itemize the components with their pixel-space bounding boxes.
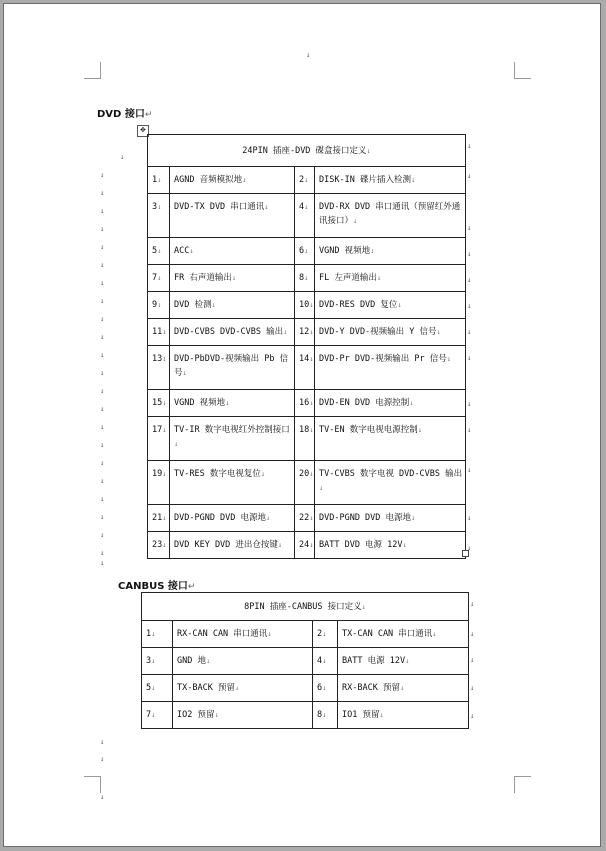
pin-description: DISK-IN 碟片插入检测: [319, 175, 411, 185]
pin-number-cell[interactable]: 5↓: [142, 675, 173, 702]
table-move-handle-icon[interactable]: ✥: [137, 125, 149, 137]
pin-number: 23: [152, 540, 163, 550]
pin-number-cell[interactable]: 20↓: [295, 461, 315, 505]
pin-number: 9: [152, 300, 158, 310]
paragraph-mark: ↓: [100, 369, 105, 377]
table-row: [148, 461, 466, 505]
row-end-mark: ↓: [467, 172, 472, 180]
row-end-mark: ↓: [467, 328, 472, 336]
pin-number-cell[interactable]: 19↓: [148, 461, 170, 505]
row-end-mark: ↓: [467, 466, 472, 474]
pin-number-cell[interactable]: 18↓: [295, 417, 315, 461]
row-end-mark: ↓: [470, 600, 475, 608]
table-row: [142, 702, 469, 729]
paragraph-mark: ↓: [100, 279, 105, 287]
margin-corner-bottom-left: [84, 776, 101, 793]
canbus-heading: [118, 577, 195, 592]
paragraph-mark: ↓: [100, 793, 105, 801]
pin-number: 15: [152, 398, 163, 408]
paragraph-mark: ↓: [100, 207, 105, 215]
pin-description: DVD-RES DVD 复位: [319, 300, 398, 310]
paragraph-mark: ↓: [100, 549, 105, 557]
paragraph-mark: ↓: [100, 315, 105, 323]
pin-description-cell[interactable]: FR 右声道输出↓: [170, 265, 295, 292]
pin-description: DVD-CVBS DVD-CVBS 输出: [174, 327, 284, 337]
pin-description: VGND 视频地: [174, 398, 226, 408]
pin-description: AGND 音频模拟地: [174, 175, 243, 185]
row-end-mark: ↓: [467, 544, 472, 552]
row-end-mark: ↓: [467, 224, 472, 232]
pin-description: DVD-Pr DVD-视频输出 Pr 信号: [319, 354, 447, 364]
table-row: [148, 346, 466, 390]
pin-number-cell[interactable]: 2↓: [295, 167, 315, 194]
pin-number-cell[interactable]: 10↓: [295, 292, 315, 319]
paragraph-mark: ↓: [100, 423, 105, 431]
pin-description: FR 右声道输出: [174, 273, 232, 283]
pin-description: BATT 电源 12V: [342, 656, 406, 666]
pin-number-cell[interactable]: 12↓: [295, 319, 315, 346]
pin-description: IO2 预留: [177, 710, 215, 720]
table-row: [142, 621, 469, 648]
pin-number-cell[interactable]: 17↓: [148, 417, 170, 461]
pin-number-cell[interactable]: 4↓: [313, 648, 338, 675]
pin-number: 6: [317, 683, 323, 693]
pin-description-cell[interactable]: DVD-PbDVD-视频输出 Pb 信号↓: [170, 346, 295, 390]
table-title-row: [142, 593, 469, 621]
pin-description-cell[interactable]: DISK-IN 碟片插入检测↓: [315, 167, 466, 194]
table-row: [148, 319, 466, 346]
pin-number: 3: [146, 656, 152, 666]
pin-description-cell[interactable]: BATT DVD 电源 12V↓: [315, 532, 466, 559]
row-end-mark: ↓: [470, 656, 475, 664]
pin-number-cell[interactable]: 24↓: [295, 532, 315, 559]
pin-number-cell[interactable]: 21↓: [148, 505, 170, 532]
pin-description: TX-BACK 预留: [177, 683, 235, 693]
pin-number-cell[interactable]: 5↓: [148, 238, 170, 265]
table-row: [148, 390, 466, 417]
row-end-mark: ↓: [467, 514, 472, 522]
pin-description-cell[interactable]: TV-EN 数字电视电源控制↓: [315, 417, 466, 461]
pin-description-cell[interactable]: DVD-EN DVD 电源控制↓: [315, 390, 466, 417]
pin-number-cell[interactable]: 3↓: [142, 648, 173, 675]
dvd-heading-text: DVD 接口: [97, 109, 145, 120]
paragraph-mark: ↓: [306, 51, 311, 59]
pin-description-cell[interactable]: DVD-RES DVD 复位↓: [315, 292, 466, 319]
table-title-cell[interactable]: 8PIN 插座-CANBUS 接口定义↓: [142, 593, 469, 621]
pin-number: 5: [152, 246, 158, 256]
paragraph-mark: ↓: [100, 755, 105, 763]
pin-number: 8: [299, 273, 305, 283]
table-row: [142, 648, 469, 675]
pin-number: 7: [152, 273, 158, 283]
pin-description-cell[interactable]: DVD-Pr DVD-视频输出 Pr 信号↓: [315, 346, 466, 390]
table-row: [148, 532, 466, 559]
pin-number: 16: [299, 398, 310, 408]
table-row: [148, 238, 466, 265]
pin-description-cell[interactable]: IO2 预留↓: [173, 702, 313, 729]
paragraph-mark: ↓: [100, 531, 105, 539]
pin-description: DVD KEY DVD 进出仓按键: [174, 540, 278, 550]
canbus-interface-table: [141, 592, 469, 729]
pin-number-cell[interactable]: 13↓: [148, 346, 170, 390]
paragraph-mark: ↓: [100, 261, 105, 269]
pin-description: TV-IR 数字电视红外控制接口: [174, 425, 290, 435]
pin-description-cell[interactable]: TV-IR 数字电视红外控制接口↓: [170, 417, 295, 461]
pin-number-cell[interactable]: 1↓: [148, 167, 170, 194]
row-end-mark: ↓: [467, 276, 472, 284]
pin-number: 22: [299, 513, 310, 523]
row-end-mark: ↓: [470, 684, 475, 692]
pin-description: BATT DVD 电源 12V: [319, 540, 403, 550]
paragraph-mark: ↓: [100, 513, 105, 521]
paragraph-mark: ↓: [100, 243, 105, 251]
table-title-cell[interactable]: 24PIN 插座-DVD 碟盒接口定义↓: [148, 135, 466, 167]
pin-description-cell[interactable]: VGND 视频地↓: [170, 390, 295, 417]
table-row: [148, 292, 466, 319]
pin-number-cell[interactable]: 22↓: [295, 505, 315, 532]
pin-number: 6: [299, 246, 305, 256]
margin-corner-top-left: [84, 62, 101, 79]
pin-description: RX-BACK 预留: [342, 683, 400, 693]
pin-number-cell[interactable]: 9↓: [148, 292, 170, 319]
paragraph-mark: ↓: [100, 441, 105, 449]
paragraph-mark: ↵: [144, 110, 153, 120]
pin-number-cell[interactable]: 6↓: [313, 675, 338, 702]
document-page: [3, 3, 601, 847]
pin-number-cell[interactable]: 7↓: [142, 702, 173, 729]
table-title-row: [148, 135, 466, 167]
pin-description: TX-CAN CAN 串口通讯: [342, 629, 433, 639]
table-row: [148, 265, 466, 292]
pin-description-cell[interactable]: AGND 音频模拟地↓: [170, 167, 295, 194]
pin-description: TV-RES 数字电视复位: [174, 469, 261, 479]
pin-description: DVD-RX DVD 串口通讯（预留红外通讯接口）: [319, 202, 461, 226]
pin-description-cell[interactable]: TX-BACK 预留↓: [173, 675, 313, 702]
pin-description: DVD-PbDVD-视频输出 Pb 信号: [174, 354, 289, 378]
paragraph-mark: ↓: [100, 189, 105, 197]
pin-description: GND 地: [177, 656, 206, 666]
pin-description-cell[interactable]: DVD 检测↓: [170, 292, 295, 319]
pin-number-cell[interactable]: 1↓: [142, 621, 173, 648]
pin-description: DVD-TX DVD 串口通讯: [174, 202, 265, 212]
pin-description-cell[interactable]: TX-CAN CAN 串口通讯↓: [338, 621, 469, 648]
pin-description: DVD-EN DVD 电源控制: [319, 398, 410, 408]
pin-number: 21: [152, 513, 163, 523]
paragraph-mark: ↓: [100, 387, 105, 395]
pin-number: 24: [299, 540, 310, 550]
pin-number-cell[interactable]: 8↓: [313, 702, 338, 729]
pin-number: 7: [146, 710, 152, 720]
pin-number: 17: [152, 425, 163, 435]
pin-description-cell[interactable]: DVD-PGND DVD 电源地↓: [315, 505, 466, 532]
pin-description-cell[interactable]: TV-CVBS 数字电视 DVD-CVBS 输出↓: [315, 461, 466, 505]
pin-description-cell[interactable]: FL 左声道输出↓: [315, 265, 466, 292]
paragraph-mark: ↓: [100, 351, 105, 359]
pin-number-cell[interactable]: 14↓: [295, 346, 315, 390]
pin-number: 1: [146, 629, 152, 639]
paragraph-mark: ↓: [100, 495, 105, 503]
row-end-mark: ↓: [470, 712, 475, 720]
dvd-interface-table: [147, 134, 466, 559]
pin-number-cell[interactable]: 11↓: [148, 319, 170, 346]
pin-number: 2: [317, 629, 323, 639]
canbus-heading-text: CANBUS 接口: [118, 581, 188, 592]
pin-description: FL 左声道输出: [319, 273, 377, 283]
pin-description-cell[interactable]: BATT 电源 12V↓: [338, 648, 469, 675]
pin-number-cell[interactable]: 4↓: [295, 194, 315, 238]
paragraph-mark: ↓: [100, 171, 105, 179]
pin-description-cell[interactable]: RX-BACK 预留↓: [338, 675, 469, 702]
pin-description: VGND 视频地: [319, 246, 371, 256]
paragraph-mark: ↓: [100, 333, 105, 341]
pin-description-cell[interactable]: TV-RES 数字电视复位↓: [170, 461, 295, 505]
paragraph-mark: ↓: [100, 297, 105, 305]
pin-description: DVD-PGND DVD 电源地: [174, 513, 267, 523]
paragraph-mark: ↓: [100, 477, 105, 485]
pin-number: 19: [152, 469, 163, 479]
pin-number: 10: [299, 300, 310, 310]
pin-number-cell[interactable]: 2↓: [313, 621, 338, 648]
row-end-mark: ↓: [467, 400, 472, 408]
pin-description-cell[interactable]: RX-CAN CAN 串口通讯↓: [173, 621, 313, 648]
pin-description: DVD 检测: [174, 300, 212, 310]
dvd-table-title: 24PIN 插座-DVD 碟盒接口定义: [242, 145, 367, 156]
pin-number-cell[interactable]: 6↓: [295, 238, 315, 265]
pin-number-cell[interactable]: 15↓: [148, 390, 170, 417]
margin-corner-bottom-right: [514, 776, 531, 793]
pin-description-cell[interactable]: DVD-Y DVD-视频输出 Y 信号↓: [315, 319, 466, 346]
pin-number: 20: [299, 469, 310, 479]
table-row: [148, 505, 466, 532]
paragraph-mark: ↓: [100, 559, 105, 567]
pin-number: 4: [299, 202, 305, 212]
table-row: [142, 675, 469, 702]
pin-number: 13: [152, 354, 163, 364]
pin-description: DVD-PGND DVD 电源地: [319, 513, 412, 523]
pin-number: 14: [299, 354, 310, 364]
pin-description-cell[interactable]: DVD-TX DVD 串口通讯↓: [170, 194, 295, 238]
pin-description: TV-EN 数字电视电源控制: [319, 425, 418, 435]
pin-description-cell[interactable]: GND 地↓: [173, 648, 313, 675]
margin-corner-top-right: [514, 62, 531, 79]
row-end-mark: ↓: [467, 354, 472, 362]
pin-number-cell[interactable]: 16↓: [295, 390, 315, 417]
paragraph-mark: ↵: [187, 582, 196, 592]
paragraph-mark: ↓: [120, 153, 125, 161]
pin-description: ACC: [174, 246, 190, 256]
pin-number-cell[interactable]: 3↓: [148, 194, 170, 238]
pin-number-cell[interactable]: 7↓: [148, 265, 170, 292]
row-end-mark: ↓: [467, 250, 472, 258]
canbus-table-title: 8PIN 插座-CANBUS 接口定义: [244, 601, 362, 612]
table-row: [148, 194, 466, 238]
pin-number: 4: [317, 656, 323, 666]
pin-description: DVD-Y DVD-视频输出 Y 信号: [319, 327, 437, 337]
pin-description-cell[interactable]: DVD-RX DVD 串口通讯（预留红外通讯接口）↓: [315, 194, 466, 238]
pin-number: 5: [146, 683, 152, 693]
pin-number: 3: [152, 202, 158, 212]
pin-description-cell[interactable]: IO1 预留↓: [338, 702, 469, 729]
pin-number: 2: [299, 175, 305, 185]
dvd-heading: [97, 105, 152, 120]
row-end-mark: ↓: [467, 426, 472, 434]
pin-description-cell[interactable]: VGND 视频地↓: [315, 238, 466, 265]
pin-description-cell[interactable]: DVD-PGND DVD 电源地↓: [170, 505, 295, 532]
paragraph-mark: ↓: [100, 738, 105, 746]
pin-number: 8: [317, 710, 323, 720]
pin-description-cell[interactable]: DVD-CVBS DVD-CVBS 输出↓: [170, 319, 295, 346]
pin-number-cell[interactable]: 23↓: [148, 532, 170, 559]
pin-number: 18: [299, 425, 310, 435]
pin-number: 1: [152, 175, 158, 185]
pin-description: IO1 预留: [342, 710, 380, 720]
pin-number: 12: [299, 327, 310, 337]
pin-description-cell[interactable]: ACC↓: [170, 238, 295, 265]
pin-description: RX-CAN CAN 串口通讯: [177, 629, 268, 639]
pin-number: 11: [152, 327, 163, 337]
paragraph-mark: ↓: [100, 459, 105, 467]
paragraph-mark: ↓: [100, 405, 105, 413]
row-end-mark: ↓: [467, 302, 472, 310]
paragraph-mark: ↓: [100, 225, 105, 233]
pin-number-cell[interactable]: 8↓: [295, 265, 315, 292]
row-end-mark: ↓: [470, 630, 475, 638]
pin-description: TV-CVBS 数字电视 DVD-CVBS 输出: [319, 469, 463, 479]
pin-description-cell[interactable]: DVD KEY DVD 进出仓按键↓: [170, 532, 295, 559]
table-row: [148, 417, 466, 461]
table-row: [148, 167, 466, 194]
row-end-mark: ↓: [467, 142, 472, 150]
